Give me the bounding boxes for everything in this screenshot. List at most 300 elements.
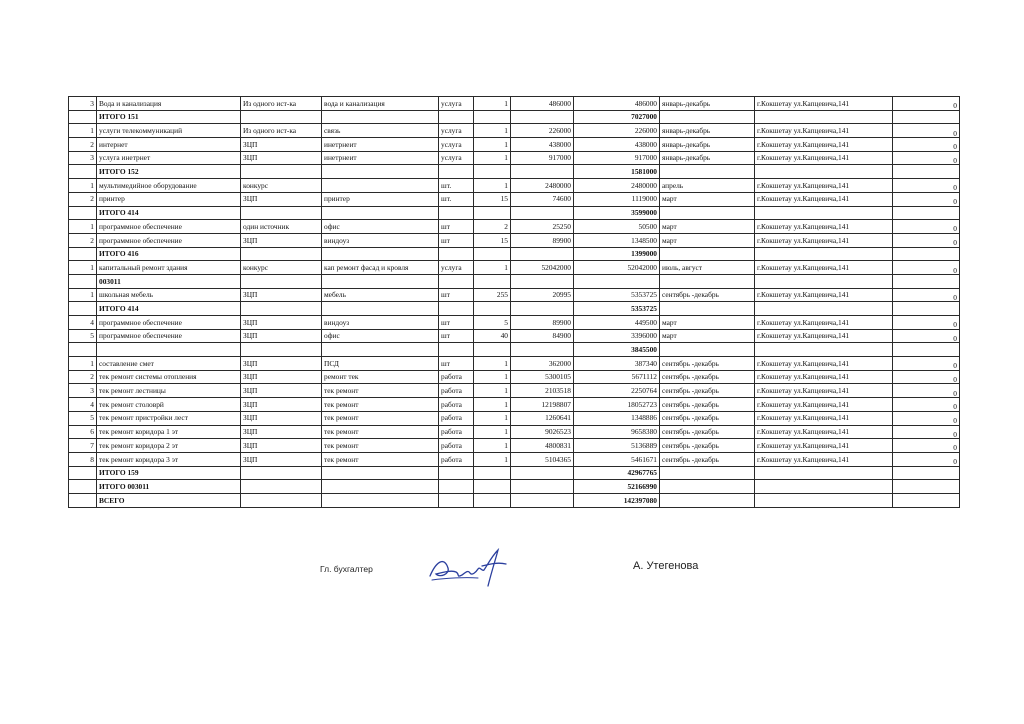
cell-item-description: тек ремонт	[322, 398, 439, 412]
cell-unit: шт	[439, 220, 474, 234]
cell-item-description: офис	[322, 220, 439, 234]
cell-unit: услуга	[439, 151, 474, 165]
cell-row-number: 2	[69, 233, 97, 247]
cell-total-amount: 142397080	[574, 493, 660, 507]
cell-unit: шт.	[439, 179, 474, 193]
cell-item-name: ИТОГО 414	[97, 302, 241, 316]
cell-period: март	[660, 329, 755, 343]
cell-item-name: программное обеспечение	[97, 233, 241, 247]
cell-quantity	[474, 302, 511, 316]
cell-location: г.Кокшетау ул.Капцевича,141	[755, 179, 893, 193]
cell-period: июль, август	[660, 261, 755, 275]
table-row	[69, 302, 960, 316]
cell-item-name: программное обеспечение	[97, 220, 241, 234]
cell-period: март	[660, 192, 755, 206]
cell-item-description: тек ремонт	[322, 452, 439, 466]
table-row	[69, 316, 960, 330]
cell-item-description: связь	[322, 124, 439, 138]
cell-row-number	[69, 302, 97, 316]
cell-total-amount: 486000	[574, 97, 660, 111]
cell-last-value	[893, 302, 960, 316]
cell-unit	[439, 466, 474, 480]
cell-procurement-method	[241, 466, 322, 480]
cell-last-value: 0	[893, 370, 960, 384]
cell-procurement-method: ЗЦП	[241, 398, 322, 412]
cell-last-value: 0	[893, 398, 960, 412]
cell-unit	[439, 480, 474, 494]
cell-unit-price: 486000	[511, 97, 574, 111]
cell-total-amount: 9658380	[574, 425, 660, 439]
cell-last-value	[893, 274, 960, 288]
cell-location: г.Кокшетау ул.Капцевича,141	[755, 233, 893, 247]
cell-period: январь-декабрь	[660, 97, 755, 111]
cell-location: г.Кокшетау ул.Капцевича,141	[755, 192, 893, 206]
cell-period: январь-декабрь	[660, 138, 755, 152]
cell-location: г.Кокшетау ул.Капцевича,141	[755, 357, 893, 371]
cell-last-value: 0	[893, 329, 960, 343]
cell-quantity: 2	[474, 220, 511, 234]
cell-location: г.Кокшетау ул.Капцевича,141	[755, 138, 893, 152]
cell-procurement-method: ЗЦП	[241, 138, 322, 152]
handwritten-signature	[426, 542, 516, 592]
cell-total-amount	[574, 274, 660, 288]
cell-last-value: 0	[893, 261, 960, 275]
cell-last-value: 0	[893, 124, 960, 138]
cell-last-value: 0	[893, 192, 960, 206]
cell-quantity: 1	[474, 425, 511, 439]
cell-total-amount: 5353725	[574, 302, 660, 316]
cell-item-description	[322, 302, 439, 316]
cell-quantity	[474, 343, 511, 357]
cell-procurement-method: ЗЦП	[241, 452, 322, 466]
cell-location: г.Кокшетау ул.Капцевича,141	[755, 398, 893, 412]
cell-location: г.Кокшетау ул.Капцевича,141	[755, 425, 893, 439]
cell-procurement-method	[241, 274, 322, 288]
cell-row-number: 2	[69, 370, 97, 384]
signer-name: А. Утегенова	[633, 560, 699, 572]
cell-quantity: 1	[474, 439, 511, 453]
cell-item-name: принтер	[97, 192, 241, 206]
cell-unit-price	[511, 302, 574, 316]
cell-unit-price: 5300105	[511, 370, 574, 384]
cell-total-amount: 387340	[574, 357, 660, 371]
cell-last-value: 0	[893, 439, 960, 453]
cell-item-name: тек ремонт столоврй	[97, 398, 241, 412]
cell-quantity	[474, 493, 511, 507]
cell-unit: работа	[439, 425, 474, 439]
cell-item-name: мультимедийное оборудование	[97, 179, 241, 193]
cell-period: сентябрь -декабрь	[660, 288, 755, 302]
cell-item-name: программное обеспечение	[97, 316, 241, 330]
cell-total-amount: 7027000	[574, 110, 660, 124]
table-row	[69, 452, 960, 466]
cell-location: г.Кокшетау ул.Капцевича,141	[755, 151, 893, 165]
cell-location	[755, 247, 893, 261]
cell-row-number: 8	[69, 452, 97, 466]
cell-row-number: 5	[69, 329, 97, 343]
cell-unit: шт	[439, 329, 474, 343]
cell-quantity: 1	[474, 384, 511, 398]
cell-total-amount: 1399000	[574, 247, 660, 261]
cell-row-number	[69, 480, 97, 494]
cell-period: сентябрь -декабрь	[660, 439, 755, 453]
table-row	[69, 370, 960, 384]
cell-item-description: виндоуз	[322, 233, 439, 247]
cell-quantity: 1	[474, 97, 511, 111]
table-row	[69, 384, 960, 398]
cell-unit-price: 2103518	[511, 384, 574, 398]
cell-row-number: 3	[69, 97, 97, 111]
cell-location: г.Кокшетау ул.Капцевича,141	[755, 220, 893, 234]
cell-unit-price	[511, 206, 574, 220]
cell-total-amount: 50500	[574, 220, 660, 234]
cell-last-value: 0	[893, 384, 960, 398]
cell-unit: шт	[439, 316, 474, 330]
cell-quantity	[474, 165, 511, 179]
cell-row-number: 1	[69, 179, 97, 193]
cell-unit: работа	[439, 411, 474, 425]
cell-unit-price: 917000	[511, 151, 574, 165]
cell-procurement-method	[241, 480, 322, 494]
cell-period: март	[660, 316, 755, 330]
cell-item-name: Вода и канализация	[97, 97, 241, 111]
cell-quantity: 1	[474, 138, 511, 152]
cell-last-value	[893, 343, 960, 357]
cell-procurement-method: Из одного ист-ка	[241, 97, 322, 111]
cell-row-number: 6	[69, 425, 97, 439]
cell-item-description: кап ремонт фасад и кровля	[322, 261, 439, 275]
cell-last-value	[893, 480, 960, 494]
cell-item-name: ИТОГО 151	[97, 110, 241, 124]
cell-quantity	[474, 274, 511, 288]
cell-procurement-method	[241, 493, 322, 507]
cell-total-amount: 42967765	[574, 466, 660, 480]
cell-item-name: услуги телекоммуникаций	[97, 124, 241, 138]
cell-last-value: 0	[893, 288, 960, 302]
cell-period: апрель	[660, 179, 755, 193]
cell-item-description: мебель	[322, 288, 439, 302]
cell-quantity	[474, 206, 511, 220]
cell-row-number: 5	[69, 411, 97, 425]
cell-quantity: 5	[474, 316, 511, 330]
cell-item-name: ИТОГО 003011	[97, 480, 241, 494]
cell-total-amount: 2480000	[574, 179, 660, 193]
cell-item-description: тек ремонт	[322, 384, 439, 398]
cell-item-name: услуга инетрнет	[97, 151, 241, 165]
cell-total-amount: 52042000	[574, 261, 660, 275]
cell-unit	[439, 110, 474, 124]
cell-last-value: 0	[893, 233, 960, 247]
cell-procurement-method: ЗЦП	[241, 316, 322, 330]
cell-unit: работа	[439, 370, 474, 384]
cell-location: г.Кокшетау ул.Капцевича,141	[755, 452, 893, 466]
cell-procurement-method: ЗЦП	[241, 370, 322, 384]
table-row	[69, 124, 960, 138]
cell-item-description: тек ремонт	[322, 411, 439, 425]
cell-row-number: 7	[69, 439, 97, 453]
cell-procurement-method	[241, 343, 322, 357]
cell-procurement-method	[241, 247, 322, 261]
cell-unit-price: 9026523	[511, 425, 574, 439]
cell-row-number: 3	[69, 151, 97, 165]
cell-period: сентябрь -декабрь	[660, 370, 755, 384]
cell-total-amount: 3845500	[574, 343, 660, 357]
cell-period	[660, 466, 755, 480]
cell-location: г.Кокшетау ул.Капцевича,141	[755, 370, 893, 384]
cell-procurement-method	[241, 302, 322, 316]
table-row	[69, 220, 960, 234]
cell-period	[660, 206, 755, 220]
cell-total-amount: 3599000	[574, 206, 660, 220]
cell-location	[755, 165, 893, 179]
cell-row-number: 2	[69, 138, 97, 152]
cell-item-description	[322, 206, 439, 220]
cell-period	[660, 274, 755, 288]
table-row	[69, 261, 960, 275]
cell-period: сентябрь -декабрь	[660, 425, 755, 439]
cell-item-description: вода и канализация	[322, 97, 439, 111]
table-row	[69, 357, 960, 371]
cell-unit-price: 52042000	[511, 261, 574, 275]
cell-unit-price: 362000	[511, 357, 574, 371]
cell-quantity: 1	[474, 370, 511, 384]
cell-quantity: 1	[474, 261, 511, 275]
cell-row-number	[69, 206, 97, 220]
cell-unit	[439, 274, 474, 288]
cell-last-value: 0	[893, 452, 960, 466]
cell-item-description	[322, 110, 439, 124]
cell-last-value	[893, 466, 960, 480]
signature-block	[0, 550, 1024, 600]
cell-location: г.Кокшетау ул.Капцевича,141	[755, 97, 893, 111]
cell-unit-price: 4800831	[511, 439, 574, 453]
cell-procurement-method: один источник	[241, 220, 322, 234]
cell-unit: работа	[439, 398, 474, 412]
table-row	[69, 288, 960, 302]
cell-item-name: 003011	[97, 274, 241, 288]
cell-procurement-method: ЗЦП	[241, 425, 322, 439]
cell-item-description	[322, 466, 439, 480]
table-row	[69, 493, 960, 507]
cell-total-amount: 1348886	[574, 411, 660, 425]
cell-period	[660, 165, 755, 179]
cell-row-number: 3	[69, 384, 97, 398]
table-row	[69, 233, 960, 247]
cell-location: г.Кокшетау ул.Капцевича,141	[755, 261, 893, 275]
cell-period	[660, 343, 755, 357]
cell-last-value	[893, 110, 960, 124]
cell-unit	[439, 247, 474, 261]
cell-row-number: 2	[69, 192, 97, 206]
cell-total-amount: 917000	[574, 151, 660, 165]
cell-unit-price	[511, 165, 574, 179]
cell-total-amount: 1581000	[574, 165, 660, 179]
cell-item-name: ИТОГО 414	[97, 206, 241, 220]
cell-item-description: ремонт тек	[322, 370, 439, 384]
cell-period: сентябрь -декабрь	[660, 452, 755, 466]
cell-last-value	[893, 206, 960, 220]
cell-procurement-method: Из одного ист-ка	[241, 124, 322, 138]
cell-quantity: 1	[474, 179, 511, 193]
cell-unit: услуга	[439, 124, 474, 138]
cell-unit-price: 226000	[511, 124, 574, 138]
cell-procurement-method: ЗЦП	[241, 357, 322, 371]
table-row	[69, 138, 960, 152]
cell-location	[755, 480, 893, 494]
cell-item-description: принтер	[322, 192, 439, 206]
cell-unit-price	[511, 480, 574, 494]
cell-total-amount: 438000	[574, 138, 660, 152]
cell-period: сентябрь -декабрь	[660, 357, 755, 371]
cell-row-number: 1	[69, 288, 97, 302]
cell-item-description: офис	[322, 329, 439, 343]
cell-quantity	[474, 247, 511, 261]
cell-unit: услуга	[439, 97, 474, 111]
cell-row-number: 1	[69, 220, 97, 234]
cell-total-amount: 5136889	[574, 439, 660, 453]
cell-last-value	[893, 165, 960, 179]
cell-procurement-method: ЗЦП	[241, 411, 322, 425]
cell-row-number	[69, 274, 97, 288]
cell-unit-price	[511, 110, 574, 124]
cell-item-name: ИТОГО 152	[97, 165, 241, 179]
cell-unit: работа	[439, 439, 474, 453]
table-row	[69, 411, 960, 425]
cell-total-amount: 5461671	[574, 452, 660, 466]
cell-item-description: инетрнеит	[322, 138, 439, 152]
cell-total-amount: 5671112	[574, 370, 660, 384]
cell-location	[755, 274, 893, 288]
cell-total-amount: 449500	[574, 316, 660, 330]
cell-unit-price: 20995	[511, 288, 574, 302]
cell-row-number: 4	[69, 398, 97, 412]
cell-unit-price	[511, 247, 574, 261]
cell-last-value	[893, 493, 960, 507]
cell-last-value: 0	[893, 357, 960, 371]
cell-item-name: капитальный ремонт здания	[97, 261, 241, 275]
table-row	[69, 274, 960, 288]
cell-location: г.Кокшетау ул.Капцевича,141	[755, 316, 893, 330]
cell-period	[660, 247, 755, 261]
cell-item-name: тек ремонт пристройки лест	[97, 411, 241, 425]
cell-location: г.Кокшетау ул.Капцевича,141	[755, 329, 893, 343]
cell-unit: работа	[439, 452, 474, 466]
table-body	[69, 97, 960, 508]
cell-total-amount: 226000	[574, 124, 660, 138]
table-row	[69, 179, 960, 193]
cell-location	[755, 110, 893, 124]
cell-quantity: 1	[474, 398, 511, 412]
cell-period: сентябрь -декабрь	[660, 384, 755, 398]
cell-unit: шт	[439, 233, 474, 247]
cell-location	[755, 302, 893, 316]
cell-unit	[439, 165, 474, 179]
cell-item-name: тек ремонт коридора 3 эт	[97, 452, 241, 466]
cell-total-amount: 1119000	[574, 192, 660, 206]
cell-location: г.Кокшетау ул.Капцевича,141	[755, 124, 893, 138]
cell-procurement-method	[241, 206, 322, 220]
cell-procurement-method: ЗЦП	[241, 192, 322, 206]
cell-item-description	[322, 247, 439, 261]
cell-item-name: ВСЕГО	[97, 493, 241, 507]
cell-procurement-method: ЗЦП	[241, 384, 322, 398]
cell-period: январь-декабрь	[660, 151, 755, 165]
cell-unit: шт	[439, 288, 474, 302]
cell-unit: шт	[439, 357, 474, 371]
cell-quantity	[474, 110, 511, 124]
cell-period	[660, 110, 755, 124]
table-row	[69, 466, 960, 480]
cell-item-name: тек ремонт коридора 1 эт	[97, 425, 241, 439]
cell-row-number	[69, 165, 97, 179]
cell-procurement-method: ЗЦП	[241, 329, 322, 343]
cell-unit: шт.	[439, 192, 474, 206]
cell-unit-price	[511, 274, 574, 288]
cell-item-description	[322, 493, 439, 507]
table-row	[69, 425, 960, 439]
cell-quantity: 1	[474, 452, 511, 466]
table-row	[69, 247, 960, 261]
cell-item-description	[322, 179, 439, 193]
cell-last-value: 0	[893, 425, 960, 439]
table-row	[69, 110, 960, 124]
cell-period: сентябрь -декабрь	[660, 398, 755, 412]
cell-item-name: тек ремонт коридора 2 эт	[97, 439, 241, 453]
cell-period: март	[660, 233, 755, 247]
cell-unit	[439, 343, 474, 357]
cell-unit-price	[511, 493, 574, 507]
cell-unit-price: 2480000	[511, 179, 574, 193]
cell-unit: работа	[439, 384, 474, 398]
cell-procurement-method: ЗЦП	[241, 439, 322, 453]
table-row	[69, 206, 960, 220]
cell-item-name: интернет	[97, 138, 241, 152]
cell-item-description: инетрнеит	[322, 151, 439, 165]
cell-row-number	[69, 343, 97, 357]
cell-last-value	[893, 247, 960, 261]
cell-row-number: 1	[69, 357, 97, 371]
cell-procurement-method: ЗЦП	[241, 233, 322, 247]
cell-unit-price: 84900	[511, 329, 574, 343]
cell-item-name	[97, 343, 241, 357]
cell-procurement-method: конкурс	[241, 261, 322, 275]
cell-unit: услуга	[439, 138, 474, 152]
table-row	[69, 97, 960, 111]
table-row	[69, 439, 960, 453]
cell-period: март	[660, 220, 755, 234]
cell-location: г.Кокшетау ул.Капцевича,141	[755, 384, 893, 398]
cell-location: г.Кокшетау ул.Капцевича,141	[755, 411, 893, 425]
cell-row-number	[69, 110, 97, 124]
cell-unit-price: 25250	[511, 220, 574, 234]
cell-total-amount: 5353725	[574, 288, 660, 302]
cell-location	[755, 343, 893, 357]
cell-location	[755, 493, 893, 507]
cell-unit-price: 89900	[511, 316, 574, 330]
cell-location	[755, 206, 893, 220]
cell-item-name: ИТОГО 416	[97, 247, 241, 261]
cell-item-name: составление смет	[97, 357, 241, 371]
cell-unit-price	[511, 343, 574, 357]
cell-item-description: виндоуз	[322, 316, 439, 330]
cell-location: г.Кокшетау ул.Капцевича,141	[755, 288, 893, 302]
cell-quantity	[474, 480, 511, 494]
table-row	[69, 165, 960, 179]
cell-unit-price: 12198807	[511, 398, 574, 412]
cell-procurement-method: ЗЦП	[241, 151, 322, 165]
cell-unit-price: 438000	[511, 138, 574, 152]
table-row	[69, 480, 960, 494]
